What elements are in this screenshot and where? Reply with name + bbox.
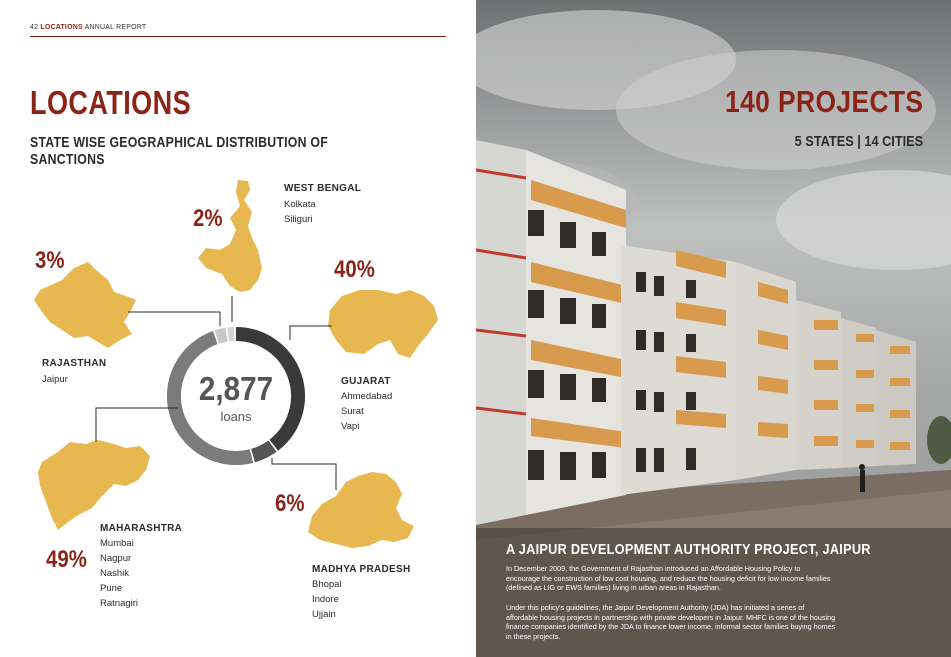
page-title: LOCATIONS (30, 84, 192, 121)
ring-segment-rajasthan (217, 335, 227, 337)
city-vapi: Vapi (341, 421, 360, 432)
city-ujjain: Ujjain (312, 609, 336, 620)
maharashtra-percent: 49% (46, 546, 87, 573)
ring-segment-madhya-pradesh (253, 446, 272, 455)
maharashtra-name: MAHARASHTRA (100, 523, 183, 534)
photo-caption-paragraph-1: In December 2009, the Government of Rajasthan introduced an Affordable Housing Policy to encourage the construction of low cost housing, and reduce the housing deficit for low income families (defined as LIG or EWS families) living in urban areas in Rajasthan. (506, 564, 831, 593)
city-siliguri: Siliguri (284, 214, 313, 225)
madhya-pradesh-map (308, 472, 414, 548)
projects-title: 140 PROJECTS (724, 84, 923, 119)
city-ahmedabad: Ahmedabad (341, 391, 393, 402)
city-mumbai: Mumbai (100, 538, 134, 549)
madhya-pradesh-name: MADHYA PRADESH (312, 564, 411, 575)
west-bengal-percent: 2% (193, 205, 223, 232)
city-jaipur: Jaipur (42, 374, 68, 385)
section-name: LOCATIONS (40, 24, 83, 31)
city-kolkata: Kolkata (284, 199, 316, 210)
connector-maharashtra (96, 408, 178, 442)
gujarat-percent: 40% (334, 256, 375, 283)
page-number: 42 (30, 24, 39, 31)
west-bengal-map (198, 180, 262, 292)
city-surat: Surat (341, 406, 364, 417)
rajasthan-percent: 3% (35, 247, 65, 274)
city-ratnagiri: Ratnagiri (100, 598, 139, 609)
connector-rajasthan (128, 312, 220, 326)
total-loans-label: loans (220, 409, 252, 424)
page-subtitle: STATE WISE GEOGRAPHICAL DISTRIBUTION OF SANCTIONS (30, 134, 328, 168)
right-page (476, 0, 951, 657)
madhya-pradesh-percent: 6% (275, 490, 305, 517)
city-nashik: Nashik (100, 568, 130, 579)
rajasthan-name: RAJASTHAN (42, 358, 107, 369)
west-bengal-name: WEST BENGAL (284, 183, 362, 194)
maharashtra-map (38, 440, 150, 530)
gujarat-name: GUJARAT (341, 376, 391, 387)
city-nagpur: Nagpur (100, 553, 132, 564)
city-pune: Pune (100, 583, 123, 594)
connector-gujarat (290, 326, 332, 340)
city-bhopal: Bhopal (312, 579, 342, 590)
gujarat-map (328, 290, 438, 358)
city-indore: Indore (312, 594, 339, 605)
projects-subtitle: 5 STATES | 14 CITIES (794, 133, 923, 150)
report-name: ANNUAL REPORT (84, 24, 147, 31)
photo-caption-title: A JAIPUR DEVELOPMENT AUTHORITY PROJECT, JAIPUR (506, 541, 871, 558)
connector-madhya-pradesh (272, 458, 336, 490)
total-loans-number: 2,877 (198, 370, 274, 407)
photo-caption-paragraph-2: Under this policy's guidelines, the Jaipur Development Authority (JDA) has initiated a series of affordable housing projects in partnership with private developers in Jaipur. MHFC is one of the housing finance companies identified by the JDA to finance lower income, informal sector families buying homes in these projects. (506, 603, 836, 641)
